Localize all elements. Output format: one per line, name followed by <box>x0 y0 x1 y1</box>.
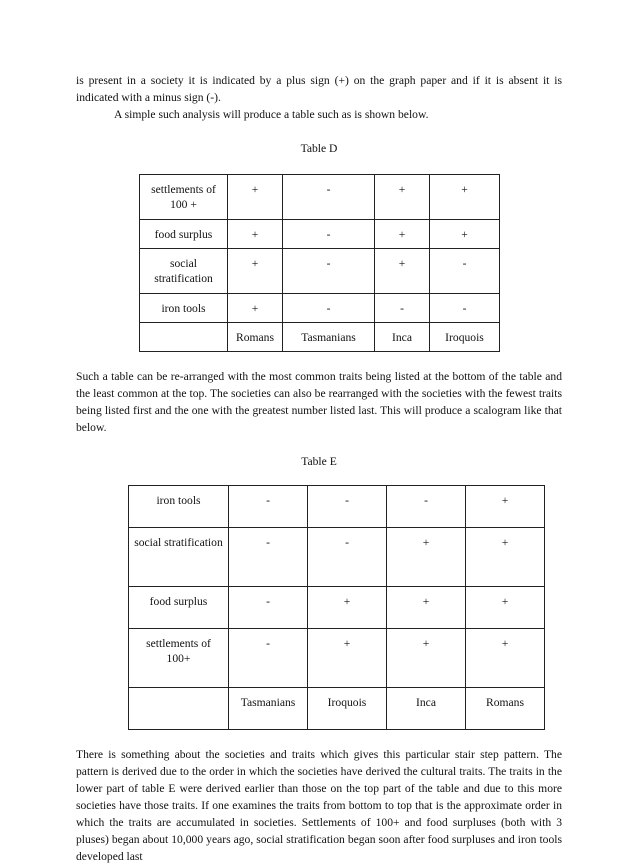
table-cell: + <box>430 175 500 220</box>
table-cell: + <box>228 294 283 323</box>
table-cell: + <box>375 220 430 249</box>
table-cell: + <box>228 249 283 294</box>
table-cell: - <box>229 629 308 688</box>
table-row <box>140 323 500 352</box>
table-row <box>129 486 545 528</box>
table-cell: Tasmanians <box>229 688 308 730</box>
table-cell: settlements of 100+ <box>129 629 229 688</box>
intro-indented-line: A simple such analysis will produce a table such as is shown below. <box>114 108 429 121</box>
table-cell: - <box>430 294 500 323</box>
table-cell: social stratification <box>129 528 229 587</box>
table-cell: - <box>430 249 500 294</box>
closing-paragraph: There is something about the societies and traits which gives this particular stair step pattern. The pattern is derived due to the order in which the societies have derived the cultural traits. The traits in the lower part of table E were derived earlier than those on the top part of the table and due to this more societies have those traits. If one examines the traits from bottom to top that is the approximate order in which the traits are accumulated in societies. Settlements of 100+ and food surpluses (both with 3 pluses) began about 10,000 years ago, social stratification began soon after food surpluses and iron tools developed last <box>76 748 562 863</box>
table-cell: - <box>375 294 430 323</box>
table-cell: + <box>308 629 387 688</box>
table-cell <box>140 323 228 352</box>
table-row <box>140 175 500 220</box>
table-row <box>140 249 500 294</box>
table-cell <box>129 688 229 730</box>
table-cell: food surplus <box>140 220 228 249</box>
table-cell: + <box>228 220 283 249</box>
table-row <box>129 688 545 730</box>
table-cell: + <box>466 528 545 587</box>
table-cell: Inca <box>387 688 466 730</box>
table-cell: food surplus <box>129 587 229 629</box>
table-cell: + <box>387 528 466 587</box>
table-cell: - <box>283 175 375 220</box>
table-cell: - <box>387 486 466 528</box>
intro-paragraph: is present in a society it is indicated by a plus sign (+) on the graph paper and if it is absent it is indicated with a minus sign (-). <box>76 74 562 104</box>
table-cell: Inca <box>375 323 430 352</box>
table-cell: + <box>430 220 500 249</box>
table-row <box>129 528 545 587</box>
table-cell: + <box>375 175 430 220</box>
table-cell: + <box>387 629 466 688</box>
table-cell: settlements of 100 + <box>140 175 228 220</box>
table-cell: + <box>466 629 545 688</box>
table-cell: - <box>229 528 308 587</box>
table-e-caption: Table E <box>301 455 337 468</box>
table-cell: + <box>308 587 387 629</box>
table-row <box>140 220 500 249</box>
table-cell: + <box>466 486 545 528</box>
document-page <box>76 72 562 865</box>
table-cell: + <box>375 249 430 294</box>
table-row <box>140 294 500 323</box>
table-cell: + <box>387 587 466 629</box>
table-cell: + <box>228 175 283 220</box>
table-e <box>128 485 545 730</box>
table-cell: - <box>283 249 375 294</box>
table-cell: iron tools <box>129 486 229 528</box>
table-cell: Romans <box>228 323 283 352</box>
table-cell: - <box>283 220 375 249</box>
table-d <box>139 174 500 352</box>
table-cell: iron tools <box>140 294 228 323</box>
table-cell: Iroquois <box>430 323 500 352</box>
table-cell: Tasmanians <box>283 323 375 352</box>
table-cell: - <box>229 587 308 629</box>
table-cell: social stratification <box>140 249 228 294</box>
table-cell: Iroquois <box>308 688 387 730</box>
table-cell: - <box>283 294 375 323</box>
table-cell: - <box>308 486 387 528</box>
table-cell: Romans <box>466 688 545 730</box>
table-cell: - <box>229 486 308 528</box>
table-row <box>129 629 545 688</box>
table-cell: + <box>466 587 545 629</box>
table-cell: - <box>308 528 387 587</box>
table-d-caption: Table D <box>300 142 338 155</box>
table-row <box>129 587 545 629</box>
middle-paragraph: Such a table can be re-arranged with the most common traits being listed at the bottom of the table and the least common at the top. The societies can also be rearranged with the societies with the fewest traits being listed first and the one with the greatest number listed last. This will produce a scalogram like that below. <box>76 370 562 434</box>
